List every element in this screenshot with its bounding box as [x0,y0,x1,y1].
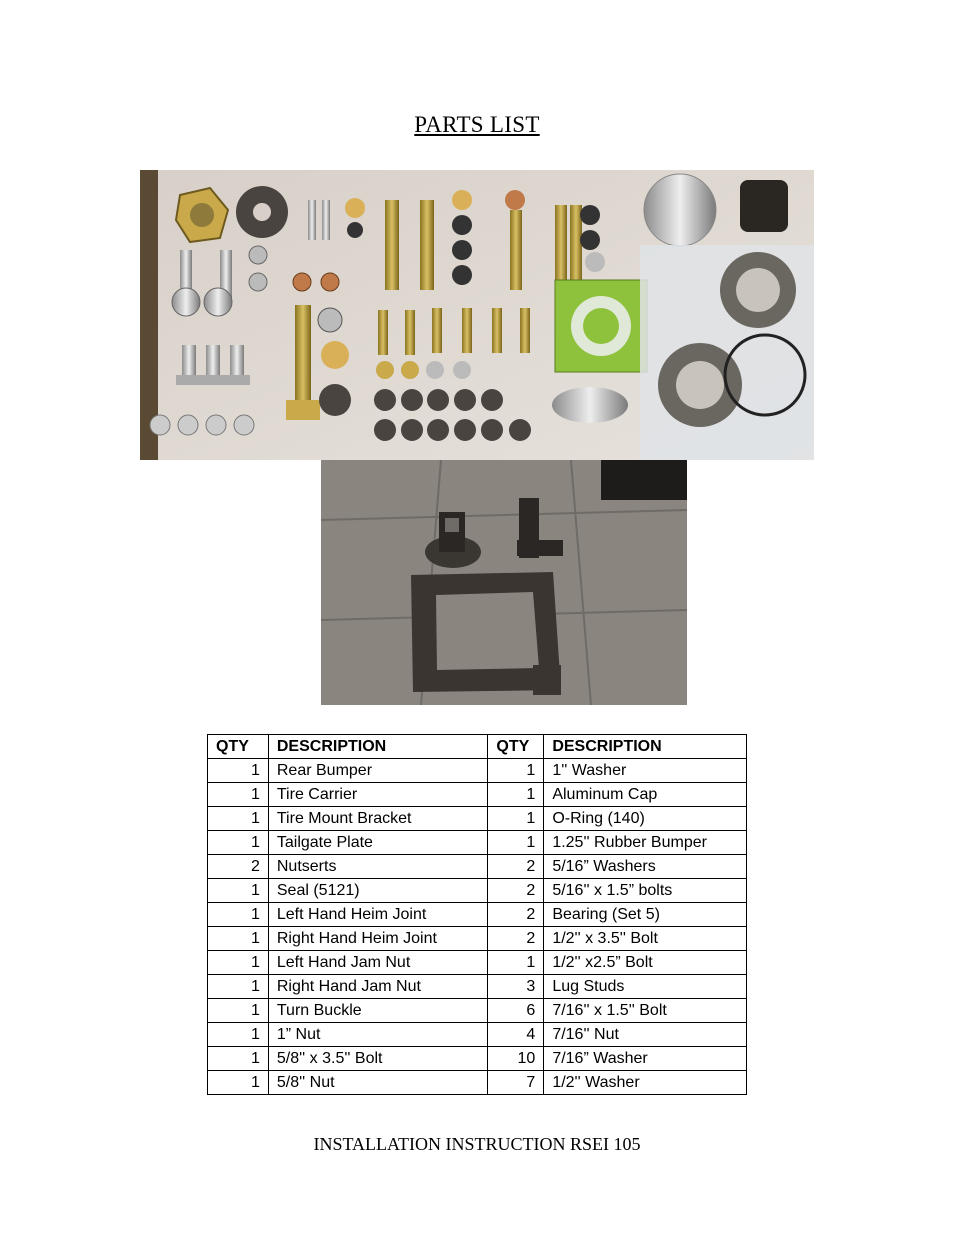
description-cell: O-Ring (140) [544,807,747,831]
qty-cell: 1 [208,999,269,1023]
description-cell: 1/2'' x 3.5'' Bolt [544,927,747,951]
description-cell: 1” Nut [268,1023,488,1047]
description-cell: Bearing (Set 5) [544,903,747,927]
table-row [208,783,747,807]
qty-cell: 1 [208,759,269,783]
description-cell: Right Hand Jam Nut [268,975,488,999]
qty-cell: 6 [488,999,544,1023]
description-cell: Tailgate Plate [268,831,488,855]
description-cell: Lug Studs [544,975,747,999]
table-row [208,831,747,855]
qty-cell: 1 [488,783,544,807]
description-cell: 7/16'' x 1.5'' Bolt [544,999,747,1023]
qty-cell: 2 [488,855,544,879]
description-cell: 1/2'' Washer [544,1071,747,1095]
qty-cell: 1 [208,903,269,927]
qty-cell: 1 [208,951,269,975]
description-cell: 1'' Washer [544,759,747,783]
description-cell: 5/16” Washers [544,855,747,879]
description-cell: Right Hand Heim Joint [268,927,488,951]
bracket-plates-photo [321,460,687,705]
description-cell: 7/16'' Nut [544,1023,747,1047]
qty-cell: 2 [208,855,269,879]
description-cell: 7/16” Washer [544,1047,747,1071]
table-row [208,807,747,831]
column-header-description: DESCRIPTION [268,735,488,759]
column-header-description: DESCRIPTION [544,735,747,759]
table-row [208,759,747,783]
description-cell: Tire Mount Bracket [268,807,488,831]
page-footer: INSTALLATION INSTRUCTION RSEI 105 [313,1134,641,1154]
table-row [208,1047,747,1071]
qty-cell: 2 [488,879,544,903]
qty-cell: 2 [488,927,544,951]
qty-cell: 7 [488,1071,544,1095]
description-cell: Left Hand Heim Joint [268,903,488,927]
table-row [208,855,747,879]
description-cell: 5/8'' x 3.5'' Bolt [268,1047,488,1071]
description-cell: Aluminum Cap [544,783,747,807]
table-row [208,927,747,951]
table-row [208,903,747,927]
qty-cell: 1 [488,807,544,831]
table-row [208,879,747,903]
qty-cell: 1 [208,783,269,807]
column-header-qty: QTY [488,735,544,759]
qty-cell: 1 [208,879,269,903]
table-row [208,1023,747,1047]
table-row [208,1071,747,1095]
qty-cell: 4 [488,1023,544,1047]
table-row [208,975,747,999]
description-cell: 5/16'' x 1.5” bolts [544,879,747,903]
qty-cell: 10 [488,1047,544,1071]
qty-cell: 1 [208,807,269,831]
description-cell: 1/2'' x2.5” Bolt [544,951,747,975]
qty-cell: 1 [488,831,544,855]
table-row [208,999,747,1023]
parts-table [207,734,747,1095]
description-cell: Rear Bumper [268,759,488,783]
description-cell: Nutserts [268,855,488,879]
qty-cell: 1 [488,759,544,783]
description-cell: Tire Carrier [268,783,488,807]
qty-cell: 1 [208,975,269,999]
qty-cell: 2 [488,903,544,927]
qty-cell: 1 [488,951,544,975]
description-cell: 5/8'' Nut [268,1071,488,1095]
description-cell: Seal (5121) [268,879,488,903]
qty-cell: 1 [208,1047,269,1071]
qty-cell: 1 [208,831,269,855]
table-row [208,951,747,975]
qty-cell: 1 [208,1071,269,1095]
qty-cell: 1 [208,927,269,951]
column-header-qty: QTY [208,735,269,759]
qty-cell: 1 [208,1023,269,1047]
description-cell: 1.25'' Rubber Bumper [544,831,747,855]
qty-cell: 3 [488,975,544,999]
page-title: PARTS LIST [414,112,540,137]
table-header-row [208,735,747,759]
description-cell: Left Hand Jam Nut [268,951,488,975]
hardware-parts-photo [140,170,814,460]
description-cell: Turn Buckle [268,999,488,1023]
